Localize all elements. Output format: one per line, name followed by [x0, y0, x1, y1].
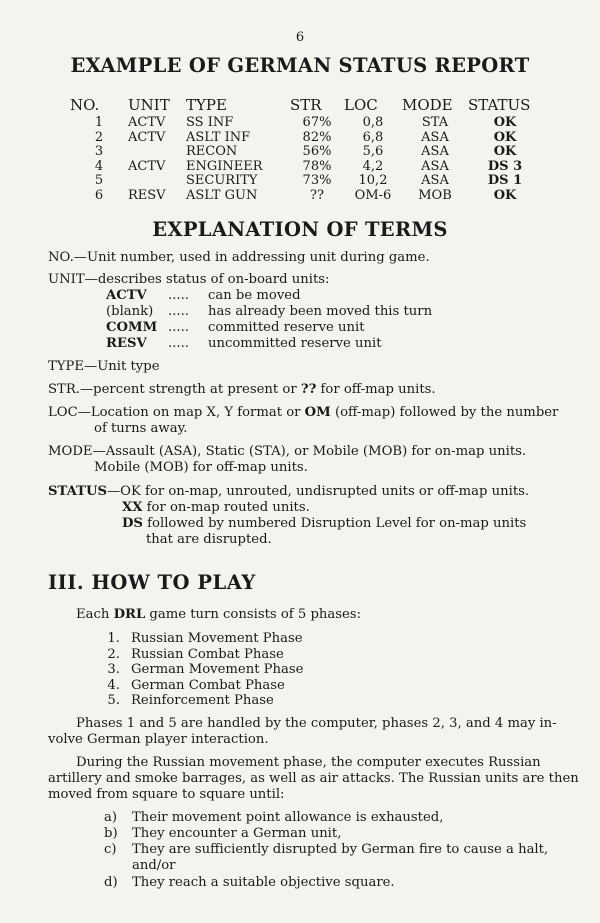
table-header-row	[70, 96, 542, 116]
term-str-label: STR.	[48, 382, 80, 397]
table-row	[70, 189, 542, 204]
intro-drl: DRL	[113, 607, 146, 622]
cell-no: 1	[94, 115, 104, 130]
table-row	[70, 116, 542, 131]
cell-unit: ACTV	[128, 158, 166, 174]
cell-no: 4	[94, 158, 104, 174]
unit-code-dots: .....	[168, 336, 189, 351]
cell-loc: 4,2	[362, 158, 384, 174]
condition-text: They reach a suitable objective square.	[132, 875, 395, 890]
term-loc-line2: of turns away.	[94, 421, 188, 436]
condition-marker: c)	[104, 842, 117, 857]
status-ds-code: DS	[122, 516, 143, 531]
status-xx-text: for on-map routed units.	[142, 500, 310, 515]
term-status	[48, 484, 529, 500]
condition-marker: b)	[104, 826, 118, 841]
cell-mode: ASA	[421, 173, 449, 188]
phase-number: 2.	[107, 646, 120, 662]
table-row	[70, 145, 542, 160]
condition-text: They are sufficiently disrupted by German fire to cause a halt,	[132, 842, 549, 857]
header-str: STR	[290, 96, 322, 114]
cell-unit: RESV	[128, 187, 166, 203]
explanation-title: EXPLANATION OF TERMS	[152, 218, 448, 241]
term-str	[48, 382, 436, 398]
term-no: NO.—Unit number, used in addressing unit during game.	[48, 250, 430, 265]
unit-code: (blank)	[106, 304, 154, 319]
intro-text-a: Each	[76, 607, 114, 622]
cell-type: ASLT GUN	[186, 187, 258, 203]
cell-str: ??	[310, 187, 324, 203]
term-unit: UNIT—describes status of on-board units:	[48, 272, 330, 287]
cell-unit: ACTV	[128, 129, 166, 145]
unit-code: RESV	[106, 336, 147, 351]
term-status-ds-line2: that are disrupted.	[146, 532, 272, 547]
table-row	[70, 160, 542, 175]
term-status-text: —OK for on-map, unrouted, undisrupted units or off-map units.	[106, 484, 530, 499]
intro-text-b: game turn consists of 5 phases:	[145, 607, 362, 622]
cell-no: 2	[94, 129, 104, 145]
para1-line2: volve German player interaction.	[48, 732, 269, 747]
para2-line3: moved from square to square until:	[48, 787, 285, 802]
term-mode-line2: Mobile (MOB) for off-map units.	[94, 460, 308, 475]
para1-line1: Phases 1 and 5 are handled by the computer, phases 2, 3, and 4 may in-	[76, 716, 557, 731]
status-xx-code: XX	[122, 500, 143, 515]
phase-number: 4.	[107, 677, 120, 693]
cell-status: DS 3	[487, 158, 523, 174]
cell-no: 3	[94, 144, 104, 159]
cell-mode: STA	[421, 115, 449, 130]
term-loc-tail: (off-map) followed by the number	[330, 405, 559, 420]
table-row	[70, 174, 542, 189]
term-loc-om: OM	[304, 405, 331, 420]
header-status: STATUS	[468, 96, 531, 114]
cell-status: OK	[493, 129, 517, 145]
unit-code-desc: has already been moved this turn	[208, 304, 433, 319]
cell-no: 5	[94, 173, 104, 188]
cell-unit: ACTV	[128, 115, 166, 130]
term-status-label: STATUS	[48, 484, 107, 499]
cell-str: 82%	[302, 129, 332, 145]
cell-status: DS 1	[487, 173, 523, 188]
unit-code: ACTV	[106, 288, 147, 303]
cell-loc: 6,8	[362, 129, 384, 145]
table-row	[70, 131, 542, 146]
unit-code: COMM	[106, 320, 158, 335]
cell-mode: ASA	[421, 158, 449, 174]
phase-label: Russian Combat Phase	[131, 646, 284, 662]
phase-number: 3.	[107, 662, 120, 677]
phase-label: German Combat Phase	[131, 677, 285, 693]
status-report-table	[70, 96, 542, 203]
term-loc	[48, 405, 558, 421]
cell-str: 67%	[302, 115, 332, 130]
condition-text: Their movement point allowance is exhausted,	[132, 810, 444, 825]
cell-type: ASLT INF	[186, 129, 251, 145]
phase-label: Russian Movement Phase	[131, 631, 303, 646]
condition-text: They encounter a German unit,	[132, 826, 342, 841]
cell-mode: ASA	[421, 144, 449, 159]
header-unit: UNIT	[128, 96, 170, 114]
phase-number: 5.	[107, 693, 120, 708]
cell-type: SS INF	[186, 115, 234, 130]
cell-loc: OM-6	[354, 187, 392, 203]
unit-code-desc: uncommitted reserve unit	[208, 336, 382, 351]
term-status-ds	[122, 516, 526, 532]
term-type: TYPE—Unit type	[48, 359, 160, 374]
cell-status: OK	[493, 115, 517, 130]
unit-code-desc: can be moved	[208, 288, 301, 303]
phase-number: 1.	[107, 631, 120, 646]
cell-status: OK	[493, 144, 517, 159]
term-mode: MODE—Assault (ASA), Static (STA), or Mobile (MOB) for on-map units.	[48, 444, 527, 459]
cell-unit	[128, 145, 186, 160]
cell-str: 78%	[302, 158, 332, 174]
term-loc-text: LOC—Location on map X, Y format or	[48, 405, 305, 420]
cell-loc: 0,8	[362, 115, 384, 130]
cell-loc: 5,6	[362, 144, 384, 159]
header-loc: LOC	[344, 96, 378, 114]
cell-str: 56%	[302, 144, 332, 159]
cell-type: ENGINEER	[186, 158, 263, 174]
cell-loc: 10,2	[358, 173, 388, 188]
unit-code-desc: committed reserve unit	[208, 320, 365, 335]
cell-no: 6	[94, 187, 104, 203]
term-str-tail: for off-map units.	[316, 382, 436, 397]
cell-unit	[128, 174, 186, 189]
how-to-play-title: III. HOW TO PLAY	[48, 571, 256, 594]
para2-line2: artillery and smoke barrages, as well as air attacks. The Russian units are then	[48, 771, 579, 786]
page-number: 6	[295, 30, 305, 45]
condition-marker: d)	[104, 875, 118, 890]
header-mode: MODE	[402, 96, 453, 114]
unit-code-dots: .....	[168, 304, 189, 319]
cell-status: OK	[493, 187, 517, 203]
phase-label: Reinforcement Phase	[131, 693, 274, 708]
cell-mode: ASA	[421, 129, 449, 145]
unit-code-dots: .....	[168, 320, 189, 335]
term-status-xx	[122, 500, 310, 516]
unit-code-dots: .....	[168, 288, 189, 303]
status-ds-text: followed by numbered Disruption Level for on-map units	[142, 516, 527, 531]
intro-paragraph	[76, 607, 361, 623]
cell-mode: MOB	[418, 187, 452, 203]
condition-marker: a)	[104, 810, 118, 825]
phase-label: German Movement Phase	[131, 662, 304, 677]
report-title: EXAMPLE OF GERMAN STATUS REPORT	[70, 54, 530, 77]
cell-str: 73%	[302, 173, 332, 188]
condition-text: and/or	[132, 858, 176, 873]
para2-line1: During the Russian movement phase, the computer executes Russian	[76, 755, 541, 770]
header-no: NO.	[70, 96, 100, 114]
term-str-qq: ??	[300, 382, 317, 397]
term-str-text: —percent strength at present or	[79, 382, 301, 397]
header-type: TYPE	[186, 96, 227, 114]
cell-type: SECURITY	[186, 173, 258, 188]
cell-type: RECON	[186, 144, 238, 159]
